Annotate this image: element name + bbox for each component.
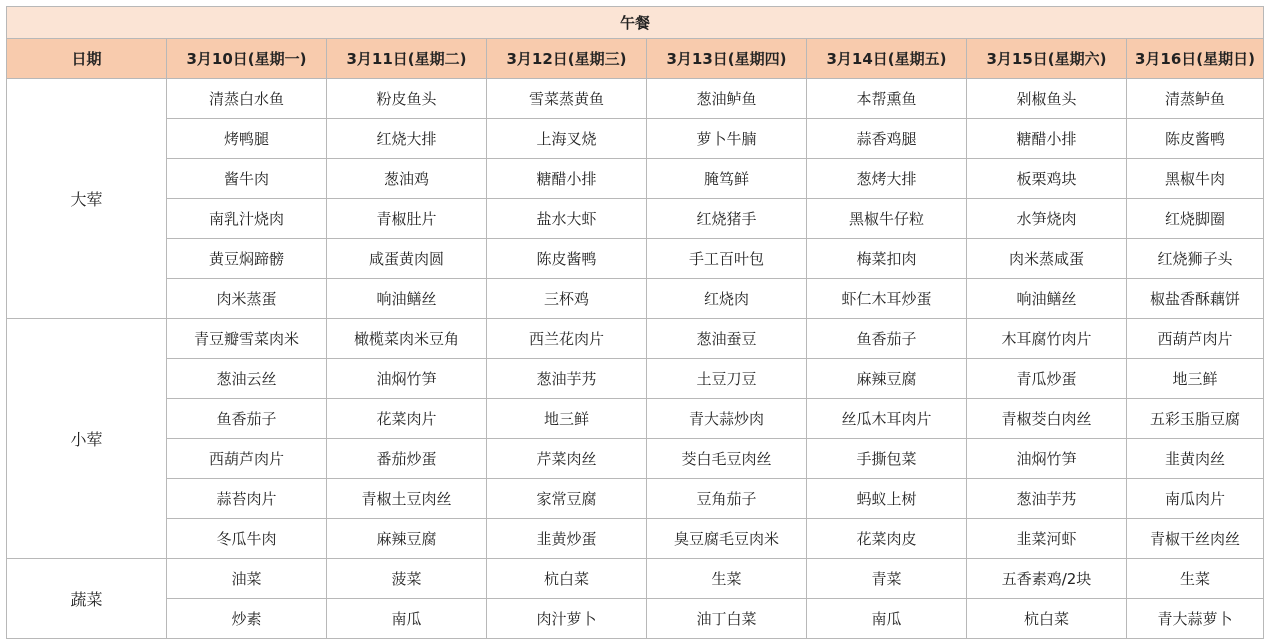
dish-cell: 雪菜蒸黄鱼 — [487, 79, 647, 119]
dish-cell: 上海叉烧 — [487, 119, 647, 159]
dish-cell: 葱油芋艿 — [487, 359, 647, 399]
dish-cell: 南瓜 — [327, 599, 487, 639]
day-header: 3月10日(星期一) — [167, 39, 327, 79]
dish-cell: 清蒸白水鱼 — [167, 79, 327, 119]
dish-cell: 青椒土豆肉丝 — [327, 479, 487, 519]
dish-cell: 青瓜炒蛋 — [967, 359, 1127, 399]
dish-cell: 韭菜河虾 — [967, 519, 1127, 559]
table-row — [7, 119, 1264, 159]
dish-cell: 花菜肉皮 — [807, 519, 967, 559]
dish-cell: 麻辣豆腐 — [327, 519, 487, 559]
dish-cell: 剁椒鱼头 — [967, 79, 1127, 119]
table-row — [7, 319, 1264, 359]
table-row — [7, 599, 1264, 639]
dish-cell: 花菜肉片 — [327, 399, 487, 439]
dish-cell: 酱牛肉 — [167, 159, 327, 199]
day-header: 3月14日(星期五) — [807, 39, 967, 79]
dish-cell: 响油鳝丝 — [327, 279, 487, 319]
table-row — [7, 559, 1264, 599]
dish-cell: 咸蛋黄肉圆 — [327, 239, 487, 279]
dish-cell: 肉米蒸蛋 — [167, 279, 327, 319]
dish-cell: 鱼香茄子 — [807, 319, 967, 359]
dish-cell: 豆角茄子 — [647, 479, 807, 519]
dish-cell: 菠菜 — [327, 559, 487, 599]
dish-cell: 青椒茭白肉丝 — [967, 399, 1127, 439]
lunch-menu-table — [6, 6, 1264, 639]
table-row — [7, 239, 1264, 279]
table-title: 午餐 — [7, 7, 1264, 39]
dish-cell: 糖醋小排 — [967, 119, 1127, 159]
dish-cell: 臭豆腐毛豆肉米 — [647, 519, 807, 559]
dish-cell: 葱烤大排 — [807, 159, 967, 199]
dish-cell: 响油鳝丝 — [967, 279, 1127, 319]
dish-cell: 黄豆焖蹄髈 — [167, 239, 327, 279]
dish-cell: 生菜 — [1127, 559, 1264, 599]
dish-cell: 麻辣豆腐 — [807, 359, 967, 399]
table-row — [7, 479, 1264, 519]
dish-cell: 丝瓜木耳肉片 — [807, 399, 967, 439]
date-column-header: 日期 — [7, 39, 167, 79]
dish-cell: 韭黄肉丝 — [1127, 439, 1264, 479]
table-row — [7, 519, 1264, 559]
table-row — [7, 399, 1264, 439]
dish-cell: 三杯鸡 — [487, 279, 647, 319]
dish-cell: 陈皮酱鸭 — [487, 239, 647, 279]
dish-cell: 南瓜 — [807, 599, 967, 639]
dish-cell: 芹菜肉丝 — [487, 439, 647, 479]
day-header: 3月13日(星期四) — [647, 39, 807, 79]
dish-cell: 本帮熏鱼 — [807, 79, 967, 119]
dish-cell: 油丁白菜 — [647, 599, 807, 639]
dish-cell: 地三鲜 — [1127, 359, 1264, 399]
table-row — [7, 199, 1264, 239]
dish-cell: 地三鲜 — [487, 399, 647, 439]
dish-cell: 家常豆腐 — [487, 479, 647, 519]
dish-cell: 西葫芦肉片 — [1127, 319, 1264, 359]
dish-cell: 青豆瓣雪菜肉米 — [167, 319, 327, 359]
dish-cell: 油焖竹笋 — [967, 439, 1127, 479]
dish-cell: 手工百叶包 — [647, 239, 807, 279]
dish-cell: 红烧脚圈 — [1127, 199, 1264, 239]
dish-cell: 糖醋小排 — [487, 159, 647, 199]
dish-cell: 茭白毛豆肉丝 — [647, 439, 807, 479]
dish-cell: 水笋烧肉 — [967, 199, 1127, 239]
dish-cell: 红烧大排 — [327, 119, 487, 159]
dish-cell: 杭白菜 — [487, 559, 647, 599]
dish-cell: 虾仁木耳炒蛋 — [807, 279, 967, 319]
dish-cell: 板栗鸡块 — [967, 159, 1127, 199]
table-row — [7, 79, 1264, 119]
day-header: 3月12日(星期三) — [487, 39, 647, 79]
dish-cell: 葱油鸡 — [327, 159, 487, 199]
dish-cell: 肉米蒸咸蛋 — [967, 239, 1127, 279]
dish-cell: 黑椒牛肉 — [1127, 159, 1264, 199]
dish-cell: 蒜香鸡腿 — [807, 119, 967, 159]
dish-cell: 蒜苔肉片 — [167, 479, 327, 519]
dish-cell: 红烧猪手 — [647, 199, 807, 239]
dish-cell: 黑椒牛仔粒 — [807, 199, 967, 239]
table-row — [7, 159, 1264, 199]
dish-cell: 韭黄炒蛋 — [487, 519, 647, 559]
dish-cell: 肉汁萝卜 — [487, 599, 647, 639]
dish-cell: 清蒸鲈鱼 — [1127, 79, 1264, 119]
dish-cell: 鱼香茄子 — [167, 399, 327, 439]
dish-cell: 土豆刀豆 — [647, 359, 807, 399]
dish-cell: 烤鸭腿 — [167, 119, 327, 159]
dish-cell: 青椒肚片 — [327, 199, 487, 239]
dish-cell: 西兰花肉片 — [487, 319, 647, 359]
table-row — [7, 359, 1264, 399]
day-header: 3月16日(星期日) — [1127, 39, 1264, 79]
dish-cell: 南乳汁烧肉 — [167, 199, 327, 239]
dish-cell: 红烧肉 — [647, 279, 807, 319]
dish-cell: 南瓜肉片 — [1127, 479, 1264, 519]
dish-cell: 葱油鲈鱼 — [647, 79, 807, 119]
dish-cell: 青菜 — [807, 559, 967, 599]
category-label: 大荤 — [7, 79, 167, 319]
menu-body — [7, 79, 1264, 639]
dish-cell: 萝卜牛腩 — [647, 119, 807, 159]
dish-cell: 青大蒜萝卜 — [1127, 599, 1264, 639]
dish-cell: 五香素鸡/2块 — [967, 559, 1127, 599]
dish-cell: 青椒干丝肉丝 — [1127, 519, 1264, 559]
dish-cell: 西葫芦肉片 — [167, 439, 327, 479]
dish-cell: 葱油云丝 — [167, 359, 327, 399]
dish-cell: 葱油芋艿 — [967, 479, 1127, 519]
category-label: 蔬菜 — [7, 559, 167, 639]
day-header: 3月15日(星期六) — [967, 39, 1127, 79]
dish-cell: 葱油蚕豆 — [647, 319, 807, 359]
dish-cell: 青大蒜炒肉 — [647, 399, 807, 439]
dish-cell: 红烧狮子头 — [1127, 239, 1264, 279]
dish-cell: 梅菜扣肉 — [807, 239, 967, 279]
dish-cell: 油焖竹笋 — [327, 359, 487, 399]
dish-cell: 炒素 — [167, 599, 327, 639]
dish-cell: 蚂蚁上树 — [807, 479, 967, 519]
dish-cell: 生菜 — [647, 559, 807, 599]
category-label: 小荤 — [7, 319, 167, 559]
dish-cell: 木耳腐竹肉片 — [967, 319, 1127, 359]
dish-cell: 五彩玉脂豆腐 — [1127, 399, 1264, 439]
dish-cell: 冬瓜牛肉 — [167, 519, 327, 559]
dish-cell: 腌笃鲜 — [647, 159, 807, 199]
table-row — [7, 439, 1264, 479]
title-row — [7, 7, 1264, 39]
table-row — [7, 279, 1264, 319]
dish-cell: 盐水大虾 — [487, 199, 647, 239]
dish-cell: 橄榄菜肉米豆角 — [327, 319, 487, 359]
header-row — [7, 39, 1264, 79]
dish-cell: 粉皮鱼头 — [327, 79, 487, 119]
dish-cell: 杭白菜 — [967, 599, 1127, 639]
dish-cell: 油菜 — [167, 559, 327, 599]
day-header: 3月11日(星期二) — [327, 39, 487, 79]
dish-cell: 手撕包菜 — [807, 439, 967, 479]
dish-cell: 椒盐香酥藕饼 — [1127, 279, 1264, 319]
dish-cell: 番茄炒蛋 — [327, 439, 487, 479]
dish-cell: 陈皮酱鸭 — [1127, 119, 1264, 159]
